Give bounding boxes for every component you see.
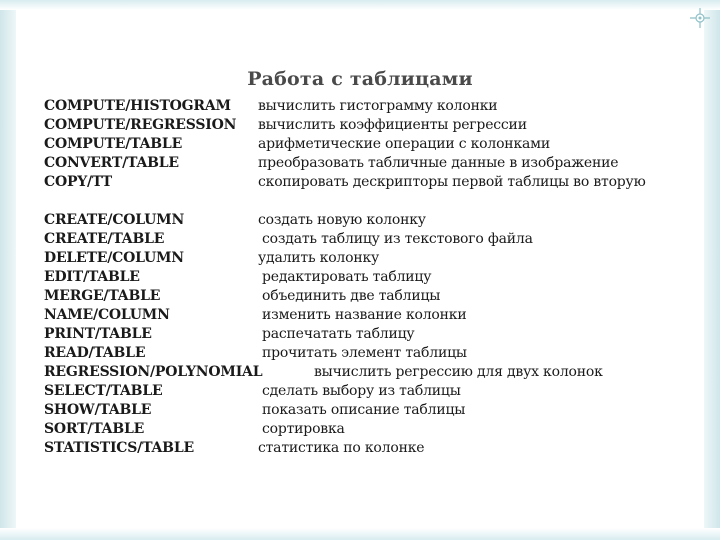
description-merge-table: объединить две таблицы (262, 288, 441, 304)
slide-frame-bottom (0, 528, 720, 540)
slide-frame-top (0, 0, 720, 10)
command-print-table: PRINT/TABLE (44, 326, 152, 342)
description-print-table: распечатать таблицу (262, 326, 415, 342)
command-edit-table: EDIT/TABLE (44, 269, 140, 285)
description-copy-tt: скопировать дескрипторы первой таблицы во вторую (258, 174, 646, 190)
command-statistics-table: STATISTICS/TABLE (44, 440, 194, 456)
command-copy-tt: COPY/TT (44, 174, 112, 190)
slide-title: Работа с таблицами (247, 68, 473, 90)
command-regression-polynomial: REGRESSION/POLYNOMIAL (44, 364, 263, 380)
command-merge-table: MERGE/TABLE (44, 288, 161, 304)
description-create-column: создать новую колонку (258, 212, 426, 228)
command-compute-regression: COMPUTE/REGRESSION (44, 117, 237, 133)
description-select-table: сделать выбору из таблицы (262, 383, 461, 399)
description-compute-histogram: вычислить гистограмму колонки (258, 98, 498, 114)
command-compute-table: COMPUTE/TABLE (44, 136, 183, 152)
description-convert-table: преобразовать табличные данные в изображение (258, 155, 619, 171)
command-select-table: SELECT/TABLE (44, 383, 163, 399)
command-create-table: CREATE/TABLE (44, 231, 165, 247)
description-edit-table: редактировать таблицу (262, 269, 432, 285)
description-sort-table: сортировка (262, 421, 345, 437)
description-statistics-table: статистика по колонке (258, 440, 425, 456)
description-create-table: создать таблицу из текстового файла (262, 231, 533, 247)
command-compute-histogram: COMPUTE/HISTOGRAM (44, 98, 231, 114)
description-show-table: показать описание таблицы (262, 402, 466, 418)
command-convert-table: CONVERT/TABLE (44, 155, 179, 171)
description-delete-column: удалить колонку (258, 250, 380, 266)
command-sort-table: SORT/TABLE (44, 421, 145, 437)
description-read-table: прочитать элемент таблицы (262, 345, 467, 361)
command-create-column: CREATE/COLUMN (44, 212, 185, 228)
description-regression-polynomial: вычислить регрессию для двух колонок (314, 364, 603, 380)
command-read-table: READ/TABLE (44, 345, 146, 361)
command-delete-column: DELETE/COLUMN (44, 250, 184, 266)
description-compute-regression: вычислить коэффициенты регрессии (258, 117, 527, 133)
corner-ornament-icon (688, 6, 712, 30)
command-name-column: NAME/COLUMN (44, 307, 170, 323)
description-compute-table: арифметические операции с колонками (258, 136, 550, 152)
command-show-table: SHOW/TABLE (44, 402, 152, 418)
description-name-column: изменить название колонки (262, 307, 467, 323)
